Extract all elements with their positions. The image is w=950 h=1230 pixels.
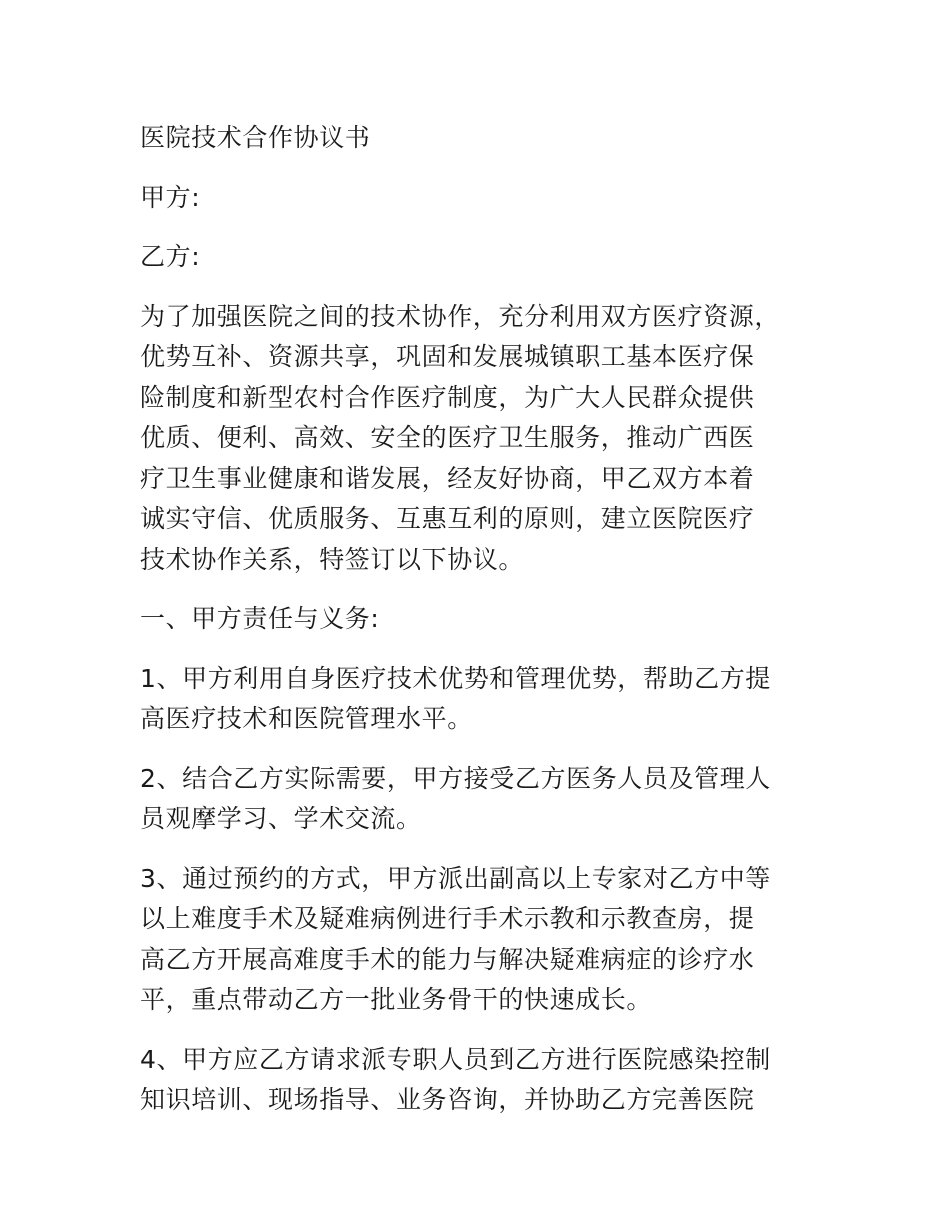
party-a-label bbox=[140, 178, 820, 219]
document-body bbox=[140, 118, 820, 1140]
document-title bbox=[140, 118, 820, 159]
party-a-line: 甲方: bbox=[140, 182, 201, 212]
title-line: 医院技术合作协议书 bbox=[140, 123, 371, 152]
clause-line: 员观摩学习、学术交流。 bbox=[140, 804, 422, 833]
clause-line: 知识培训、现场指导、业务咨询，并协助乙方完善医院 bbox=[140, 1085, 755, 1114]
clause-paragraph bbox=[140, 859, 820, 1021]
intro-line: 疗卫生事业健康和谐发展，经友好协商，甲乙双方本着 bbox=[140, 463, 755, 493]
section-heading bbox=[140, 599, 820, 640]
clause-line: 3、通过预约的方式，甲方派出副高以上专家对乙方中等 bbox=[140, 863, 771, 893]
section-heading-line: 一、甲方责任与义务: bbox=[140, 604, 380, 633]
clause-line: 4、甲方应乙方请求派专职人员到乙方进行医院感染控制 bbox=[140, 1044, 771, 1074]
party-b-label bbox=[140, 237, 820, 278]
clause-line: 平，重点带动乙方一批业务骨干的快速成长。 bbox=[140, 985, 653, 1014]
clause-paragraph bbox=[140, 1040, 820, 1121]
clause-paragraph bbox=[140, 759, 820, 840]
clause-line: 高医疗技术和医院管理水平。 bbox=[140, 704, 473, 733]
intro-line: 诚实守信、优质服务、互惠互利的原则，建立医院医疗 bbox=[140, 504, 755, 533]
intro-line: 优势互补、资源共享，巩固和发展城镇职工基本医疗保 bbox=[140, 342, 755, 371]
clause-paragraph bbox=[140, 659, 820, 740]
intro-paragraph bbox=[140, 297, 820, 581]
intro-line: 险制度和新型农村合作医疗制度，为广大人民群众提供 bbox=[140, 382, 755, 412]
clause-line: 以上难度手术及疑难病例进行手术示教和示教查房，提 bbox=[140, 904, 755, 933]
intro-line: 技术协作关系，特签订以下协议。 bbox=[140, 544, 525, 574]
party-b-line: 乙方: bbox=[140, 242, 201, 271]
clause-line: 1、甲方利用自身医疗技术优势和管理优势，帮助乙方提 bbox=[140, 663, 771, 693]
clause-line: 2、结合乙方实际需要，甲方接受乙方医务人员及管理人 bbox=[140, 763, 771, 793]
intro-line: 优质、便利、高效、安全的医疗卫生服务，推动广西医 bbox=[140, 423, 755, 452]
intro-line: 为了加强医院之间的技术协作，充分利用双方医疗资源， bbox=[140, 301, 781, 331]
clause-line: 高乙方开展高难度手术的能力与解决疑难病症的诊疗水 bbox=[140, 944, 755, 974]
